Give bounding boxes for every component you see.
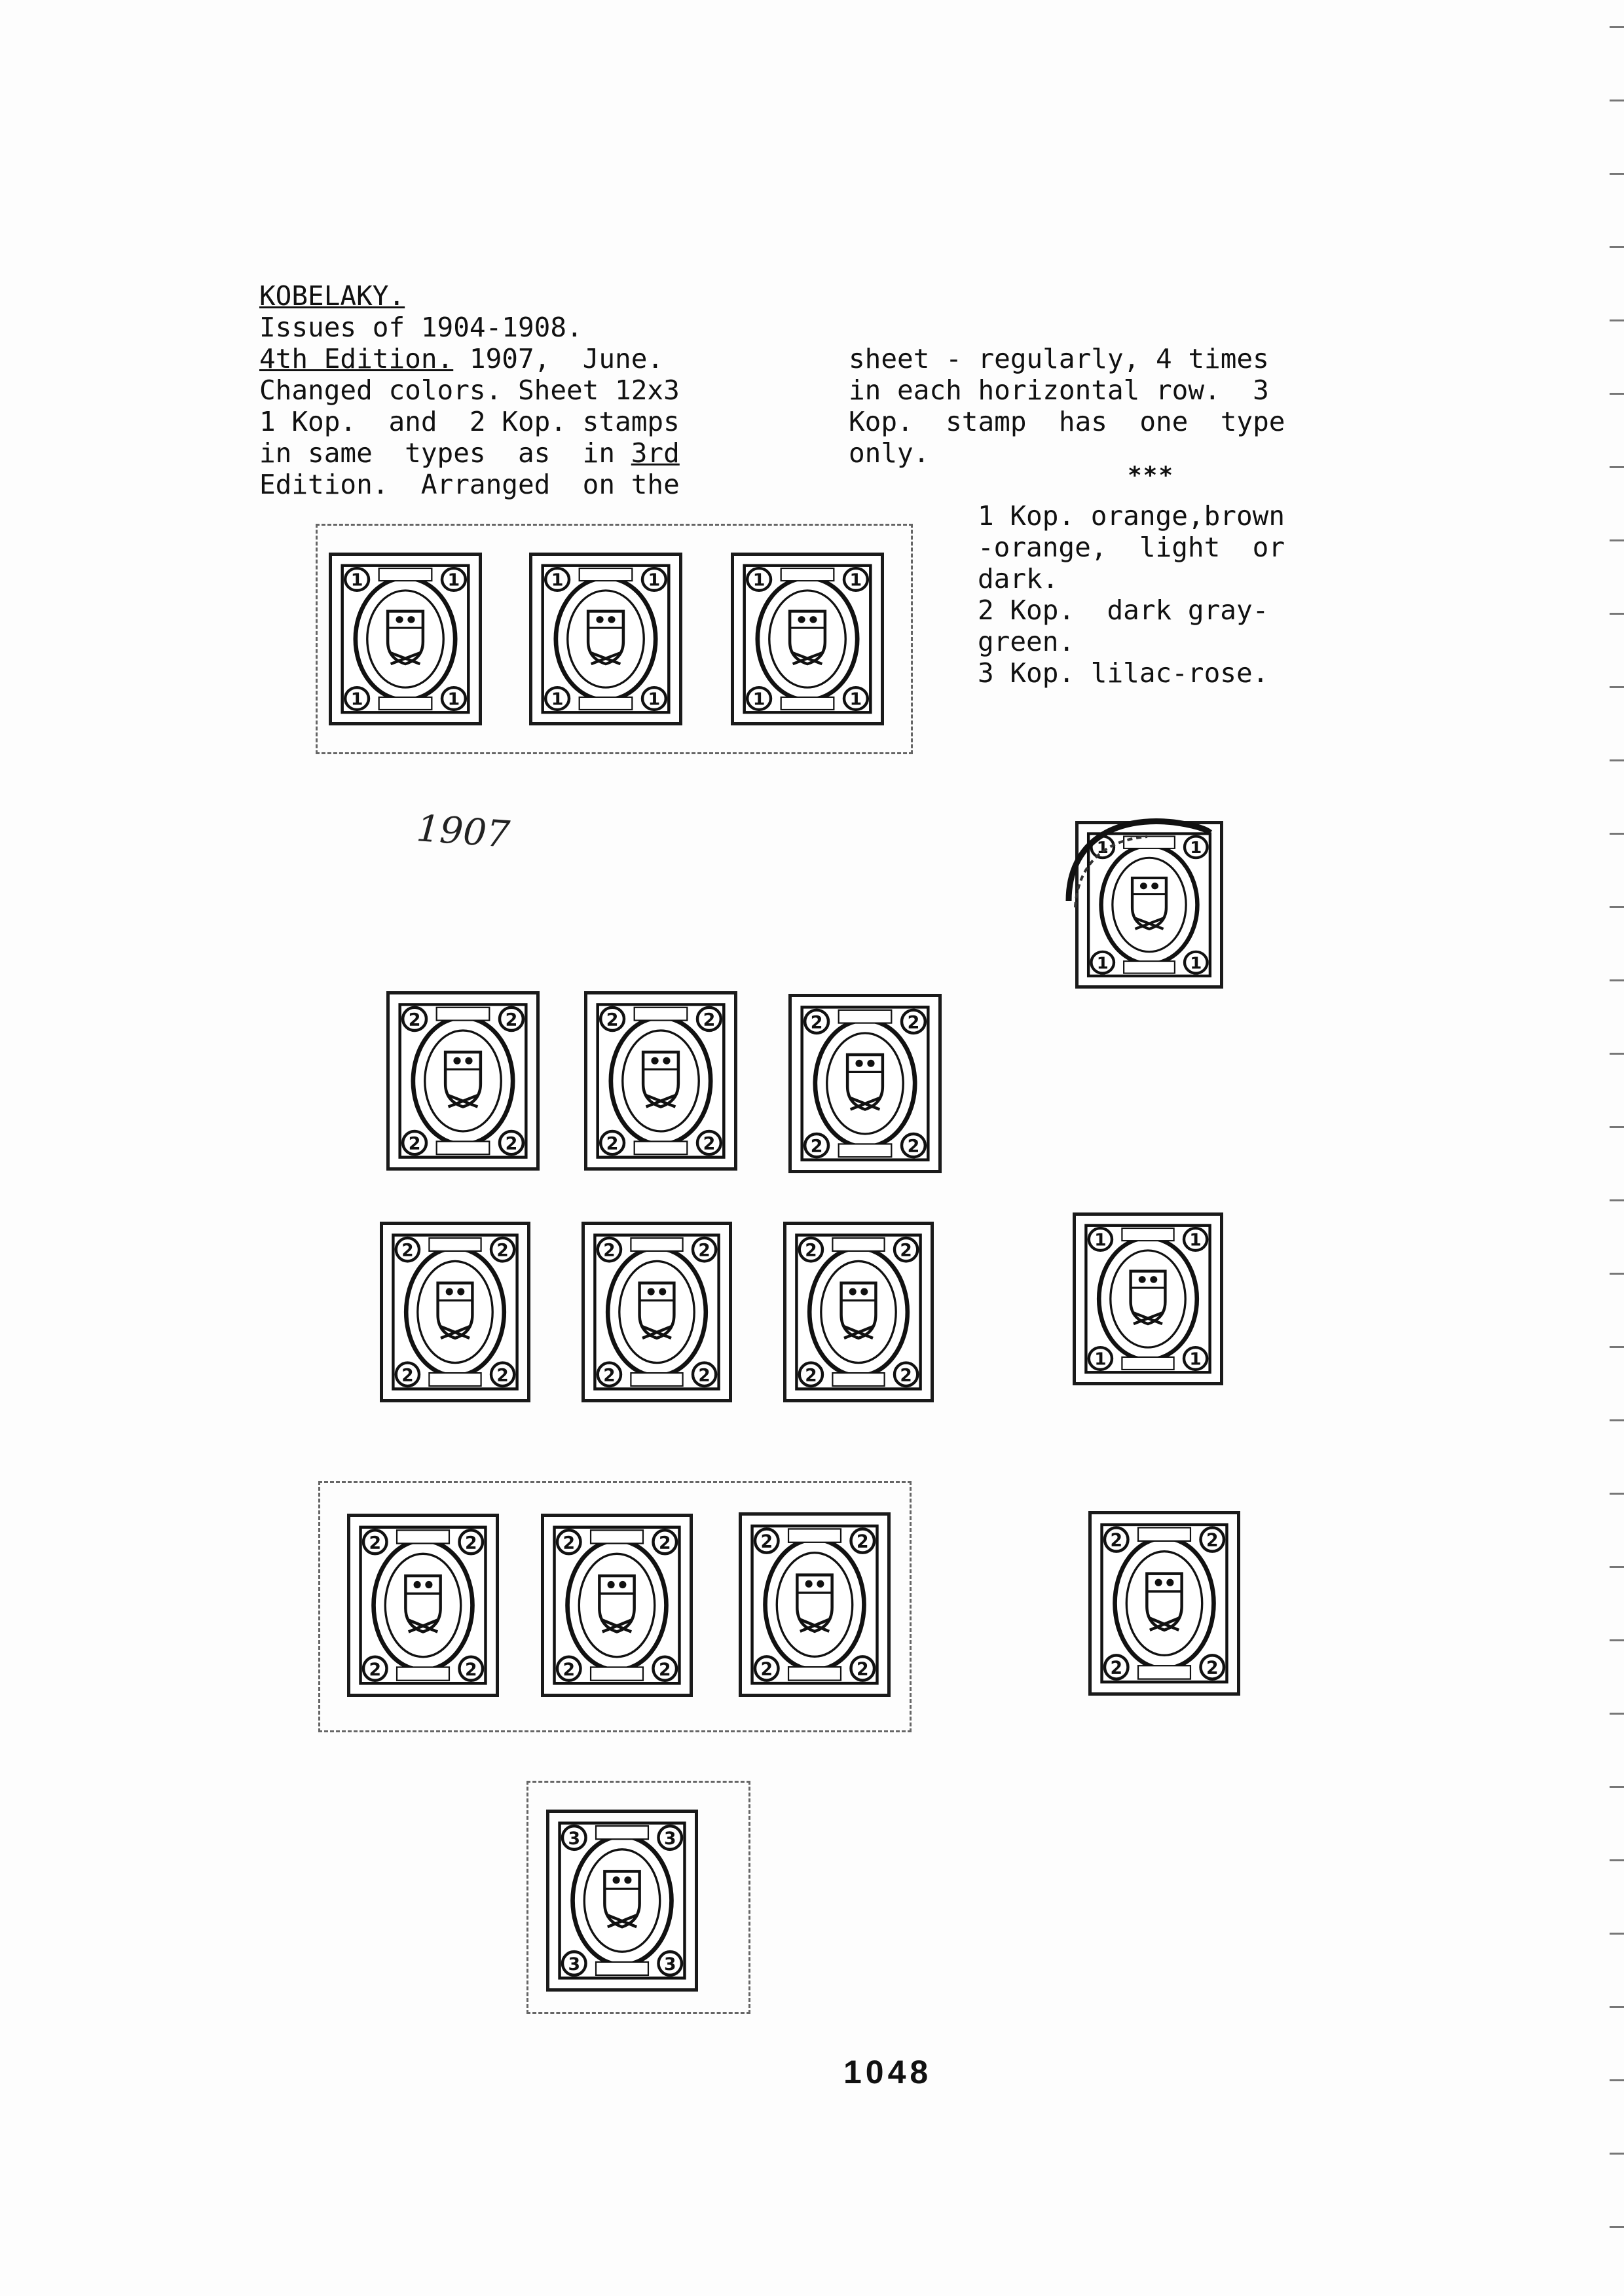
stamp bbox=[380, 1222, 530, 1402]
binder-edge-tick bbox=[1610, 1346, 1624, 1348]
svg-text:3: 3 bbox=[568, 1954, 581, 1975]
binder-edge-tick bbox=[1610, 539, 1624, 541]
svg-text:2: 2 bbox=[703, 1133, 716, 1154]
binder-edge-tick bbox=[1610, 1199, 1624, 1201]
svg-text:3: 3 bbox=[568, 1828, 581, 1850]
binder-edge-tick bbox=[1610, 1493, 1624, 1495]
edition-ref: 3rd bbox=[631, 437, 680, 469]
svg-text:2: 2 bbox=[401, 1365, 414, 1386]
svg-text:1: 1 bbox=[1189, 1349, 1202, 1370]
color-line: 1 Kop. orange,brown bbox=[978, 500, 1285, 532]
svg-text:1: 1 bbox=[752, 571, 766, 591]
description-line: sheet - regularly, 4 times bbox=[849, 343, 1269, 374]
stamp bbox=[386, 991, 540, 1171]
issues-line: Issues of 1904-1908. bbox=[259, 312, 583, 343]
edition-label: 4th Edition. bbox=[259, 343, 454, 374]
svg-text:2: 2 bbox=[856, 1659, 869, 1680]
page-title: KOBELAKY. bbox=[259, 280, 405, 312]
binder-edge-tick bbox=[1610, 1419, 1624, 1421]
description-line: Edition. Arranged on the bbox=[259, 469, 680, 500]
svg-text:2: 2 bbox=[505, 1133, 518, 1154]
svg-text:2: 2 bbox=[496, 1365, 509, 1386]
svg-text:1: 1 bbox=[1190, 953, 1202, 973]
binder-edge-tick bbox=[1610, 100, 1624, 101]
svg-text:2: 2 bbox=[464, 1659, 477, 1680]
stamp bbox=[529, 553, 682, 725]
svg-text:2: 2 bbox=[369, 1533, 382, 1554]
svg-text:2: 2 bbox=[658, 1659, 671, 1680]
stamp bbox=[541, 1514, 693, 1697]
svg-text:2: 2 bbox=[606, 1133, 619, 1154]
svg-text:1: 1 bbox=[1094, 1349, 1107, 1370]
description-line: 1 Kop. and 2 Kop. stamps bbox=[259, 406, 680, 437]
svg-text:1: 1 bbox=[350, 571, 363, 591]
separator: *** bbox=[1128, 462, 1175, 489]
binder-edge-tick bbox=[1610, 2006, 1624, 2008]
binder-edge-tick bbox=[1610, 1273, 1624, 1275]
svg-text:2: 2 bbox=[810, 1136, 823, 1157]
svg-text:2: 2 bbox=[1206, 1658, 1219, 1679]
svg-text:1: 1 bbox=[1189, 1230, 1202, 1250]
binder-edge-tick bbox=[1610, 1933, 1624, 1935]
edition-date: 1907, June. bbox=[453, 343, 664, 374]
binder-edge-tick bbox=[1610, 1126, 1624, 1128]
svg-text:2: 2 bbox=[907, 1136, 920, 1157]
svg-text:2: 2 bbox=[698, 1240, 710, 1261]
svg-text:2: 2 bbox=[408, 1133, 421, 1154]
description-line: Kop. stamp has one type bbox=[849, 406, 1285, 437]
binder-edge-tick bbox=[1610, 26, 1624, 28]
color-line: 3 Kop. lilac-rose. bbox=[978, 657, 1269, 689]
color-line: -orange, light or bbox=[978, 532, 1285, 563]
stamp bbox=[731, 553, 884, 725]
binder-edge-tick bbox=[1610, 2153, 1624, 2155]
stamp bbox=[1073, 1212, 1223, 1385]
binder-edge-tick bbox=[1610, 1566, 1624, 1568]
binder-edge-tick bbox=[1610, 1713, 1624, 1715]
svg-text:2: 2 bbox=[810, 1012, 823, 1033]
description-line: in each horizontal row. 3 bbox=[849, 374, 1269, 406]
svg-text:2: 2 bbox=[496, 1240, 509, 1261]
stamp bbox=[347, 1514, 499, 1697]
svg-text:2: 2 bbox=[606, 1010, 619, 1030]
svg-text:2: 2 bbox=[464, 1533, 477, 1554]
color-line: green. bbox=[978, 626, 1075, 657]
color-line: dark. bbox=[978, 563, 1059, 594]
svg-text:2: 2 bbox=[505, 1010, 518, 1030]
binder-edge-tick bbox=[1610, 1859, 1624, 1861]
description-line: Changed colors. Sheet 12x3 bbox=[259, 374, 680, 406]
svg-text:2: 2 bbox=[805, 1240, 817, 1261]
binder-edge-tick bbox=[1610, 833, 1624, 835]
svg-text:1: 1 bbox=[551, 690, 564, 710]
svg-text:1: 1 bbox=[1096, 953, 1109, 973]
binder-edge-tick bbox=[1610, 173, 1624, 175]
svg-text:1: 1 bbox=[447, 571, 460, 591]
svg-text:1: 1 bbox=[1190, 838, 1202, 857]
svg-text:2: 2 bbox=[900, 1365, 912, 1386]
svg-text:2: 2 bbox=[603, 1240, 616, 1261]
svg-text:3: 3 bbox=[663, 1828, 676, 1850]
stamp bbox=[739, 1512, 891, 1697]
binder-edge-tick bbox=[1610, 759, 1624, 761]
svg-text:1: 1 bbox=[849, 571, 862, 591]
binder-edge-tick bbox=[1610, 319, 1624, 321]
stamp bbox=[546, 1810, 698, 1992]
svg-text:2: 2 bbox=[907, 1012, 920, 1033]
svg-text:3: 3 bbox=[663, 1954, 676, 1975]
svg-text:2: 2 bbox=[563, 1533, 576, 1554]
stamp bbox=[584, 991, 737, 1171]
binder-edge-tick bbox=[1610, 1053, 1624, 1055]
svg-text:1: 1 bbox=[752, 690, 766, 710]
svg-text:2: 2 bbox=[760, 1659, 773, 1680]
svg-text:2: 2 bbox=[1206, 1530, 1219, 1551]
color-line: 2 Kop. dark gray- bbox=[978, 594, 1269, 626]
svg-text:2: 2 bbox=[1110, 1530, 1123, 1551]
description-line bbox=[259, 437, 680, 469]
binder-edge-tick bbox=[1610, 613, 1624, 615]
svg-text:2: 2 bbox=[401, 1240, 414, 1261]
stamp bbox=[329, 553, 482, 725]
binder-edge-tick bbox=[1610, 246, 1624, 248]
handwritten-note: 1907 bbox=[415, 807, 511, 856]
binder-edge-tick bbox=[1610, 466, 1624, 468]
svg-text:2: 2 bbox=[760, 1531, 773, 1552]
stamp bbox=[788, 994, 942, 1173]
binder-edge-tick bbox=[1610, 979, 1624, 981]
svg-text:2: 2 bbox=[658, 1533, 671, 1554]
svg-text:1: 1 bbox=[648, 690, 661, 710]
svg-text:1: 1 bbox=[447, 690, 460, 710]
binder-edge-tick bbox=[1610, 2226, 1624, 2228]
svg-text:1: 1 bbox=[551, 571, 564, 591]
binder-edge-tick bbox=[1610, 686, 1624, 688]
svg-text:2: 2 bbox=[805, 1365, 817, 1386]
svg-text:1: 1 bbox=[648, 571, 661, 591]
binder-edge-tick bbox=[1610, 1639, 1624, 1641]
description-line: only. bbox=[849, 437, 930, 469]
svg-text:1: 1 bbox=[1096, 838, 1109, 857]
svg-text:2: 2 bbox=[603, 1365, 616, 1386]
stamp bbox=[783, 1222, 934, 1402]
svg-text:2: 2 bbox=[698, 1365, 710, 1386]
binder-edge-tick bbox=[1610, 906, 1624, 908]
svg-text:2: 2 bbox=[408, 1010, 421, 1030]
binder-edge-tick bbox=[1610, 2079, 1624, 2081]
svg-text:2: 2 bbox=[563, 1659, 576, 1680]
svg-text:2: 2 bbox=[1110, 1658, 1123, 1679]
svg-text:2: 2 bbox=[900, 1240, 912, 1261]
svg-text:1: 1 bbox=[350, 690, 363, 710]
stamp bbox=[1075, 821, 1223, 989]
edition-line bbox=[259, 343, 663, 374]
svg-text:2: 2 bbox=[369, 1659, 382, 1680]
svg-text:1: 1 bbox=[849, 690, 862, 710]
stamp bbox=[1088, 1511, 1240, 1696]
description-text: in same types as in bbox=[259, 437, 631, 469]
svg-text:1: 1 bbox=[1094, 1230, 1107, 1250]
svg-text:2: 2 bbox=[703, 1010, 716, 1030]
binder-edge-tick bbox=[1610, 1786, 1624, 1788]
stamp bbox=[581, 1222, 732, 1402]
page-number: 1048 bbox=[843, 2054, 932, 2090]
binder-edge-tick bbox=[1610, 393, 1624, 395]
svg-text:2: 2 bbox=[856, 1531, 869, 1552]
